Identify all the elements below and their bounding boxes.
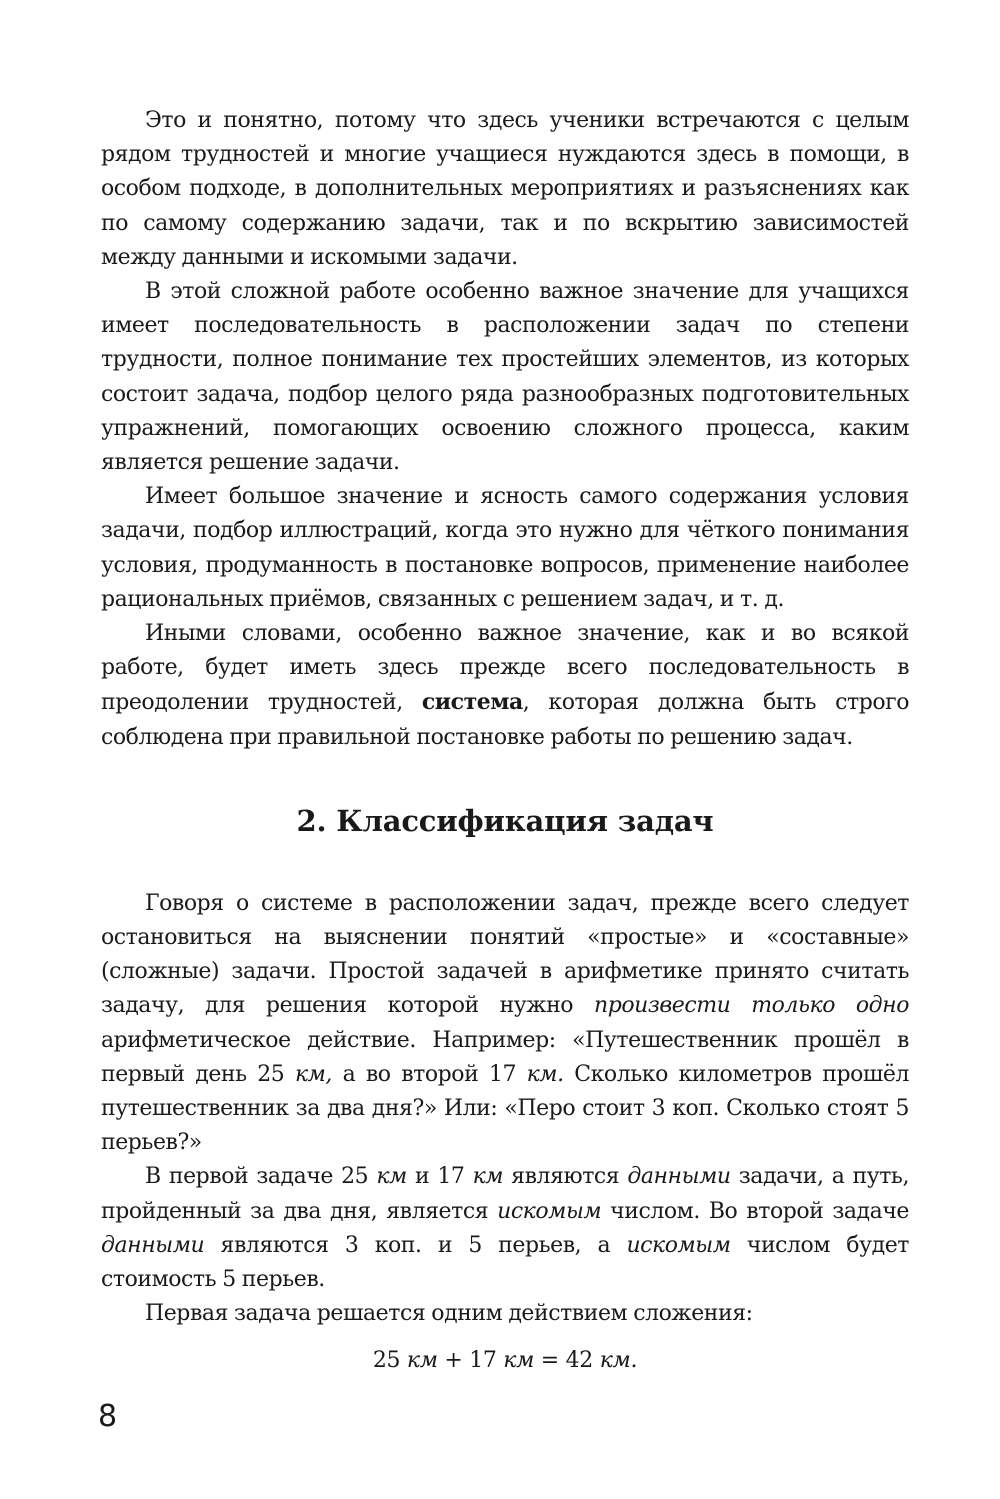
formula-operator: + 17	[437, 1347, 504, 1373]
text-run: Имеет большое значение и ясность самого содержания условия задачи, подбор иллюстраций, когда это нужно для чёткого понимания условия, продуманность в постановке вопросов, применение наиболее рациональных приёмов, связанных с решением задач, и т. д.	[101, 484, 909, 612]
text-run: числом будет стоимость 5 перьев.	[101, 1232, 909, 1293]
formula-unit: км	[406, 1347, 438, 1373]
paragraph	[101, 1297, 909, 1331]
page-number: 8	[98, 1399, 118, 1434]
paragraph	[101, 104, 909, 275]
text-run: Это и понятно, потому что здесь ученики встречаются с целым рядом трудностей и многие учащиеся нуждаются здесь в помощи, в особом подходе, в дополнительных мероприятиях и разъяснениях как по самому содержанию задачи, так и по вскрытию зависимостей между данными и искомыми задачи.	[101, 108, 909, 270]
text-run: В первой задаче 25	[145, 1164, 377, 1190]
formula-unit: км.	[599, 1347, 638, 1373]
formula-operator: = 42	[534, 1347, 600, 1373]
section-heading: 2. Классификация задач	[296, 803, 714, 838]
text-run: а во второй 17	[331, 1061, 527, 1087]
paragraph	[101, 1160, 909, 1297]
italic-term: данными	[627, 1164, 731, 1190]
italic-unit: км	[472, 1164, 504, 1190]
formula-unit: км	[503, 1347, 535, 1373]
formula-number: 25	[372, 1347, 407, 1373]
italic-unit: км	[376, 1164, 407, 1190]
text-run: арифметическое действие. Например: «Путешественник прошёл в первый день 25	[101, 1027, 909, 1087]
section-2-body	[101, 887, 909, 1378]
formula	[101, 1344, 909, 1378]
section-1-body	[101, 104, 909, 755]
paragraph	[101, 887, 909, 1161]
text-run: , которая должна быть строго соблюдена при правильной постановке работы по решению задач.	[101, 690, 910, 750]
text-run: числом. Во второй задаче	[601, 1198, 909, 1224]
text-run: и 17	[406, 1164, 473, 1190]
paragraph	[101, 275, 909, 480]
text-run: являются 3 коп. и 5 перьев, а	[204, 1232, 627, 1258]
paragraph	[101, 480, 909, 617]
italic-unit: км,	[294, 1061, 332, 1087]
text-run: Сколько километров прошёл путешественник за два дня?» Или: «Перо стоит 3 коп. Сколько стоят 5 перьев?»	[101, 1061, 909, 1156]
text-run: задачи, а путь, пройденный за два дня, является	[101, 1164, 909, 1224]
italic-term: искомым	[626, 1232, 731, 1258]
italic-term: данными	[101, 1232, 205, 1258]
bold-term: система	[421, 689, 523, 716]
italic-term: произвести только одно	[593, 993, 909, 1019]
text-run: В этой сложной работе особенно важное значение для учащихся имеет последовательность в расположении задач по степени трудности, полное понимание тех простейших элементов, из которых состоит задача, подбор целого ряда разнообразных подготовительных упражнений, помогающих освоению сложного процесса, каким является решение задачи.	[101, 279, 909, 476]
book-page	[101, 104, 909, 1378]
text-run: Первая задача решается одним действием сложения:	[145, 1301, 753, 1327]
italic-term: искомым	[497, 1198, 602, 1224]
text-run: Говоря о системе в расположении задач, прежде всего следует остановиться на выяснении понятий «простые» и «составные» (сложные) задачи. Простой задачей в арифметике принято считать задачу, для решения которой нужно	[101, 890, 909, 1019]
text-run: Иными словами, особенно важное значение, как и во всякой работе, будет иметь здесь прежде всего последовательность в преодолении трудностей,	[101, 621, 909, 716]
italic-unit: км.	[526, 1061, 564, 1087]
paragraph	[101, 617, 909, 755]
text-run: являются	[503, 1164, 628, 1190]
